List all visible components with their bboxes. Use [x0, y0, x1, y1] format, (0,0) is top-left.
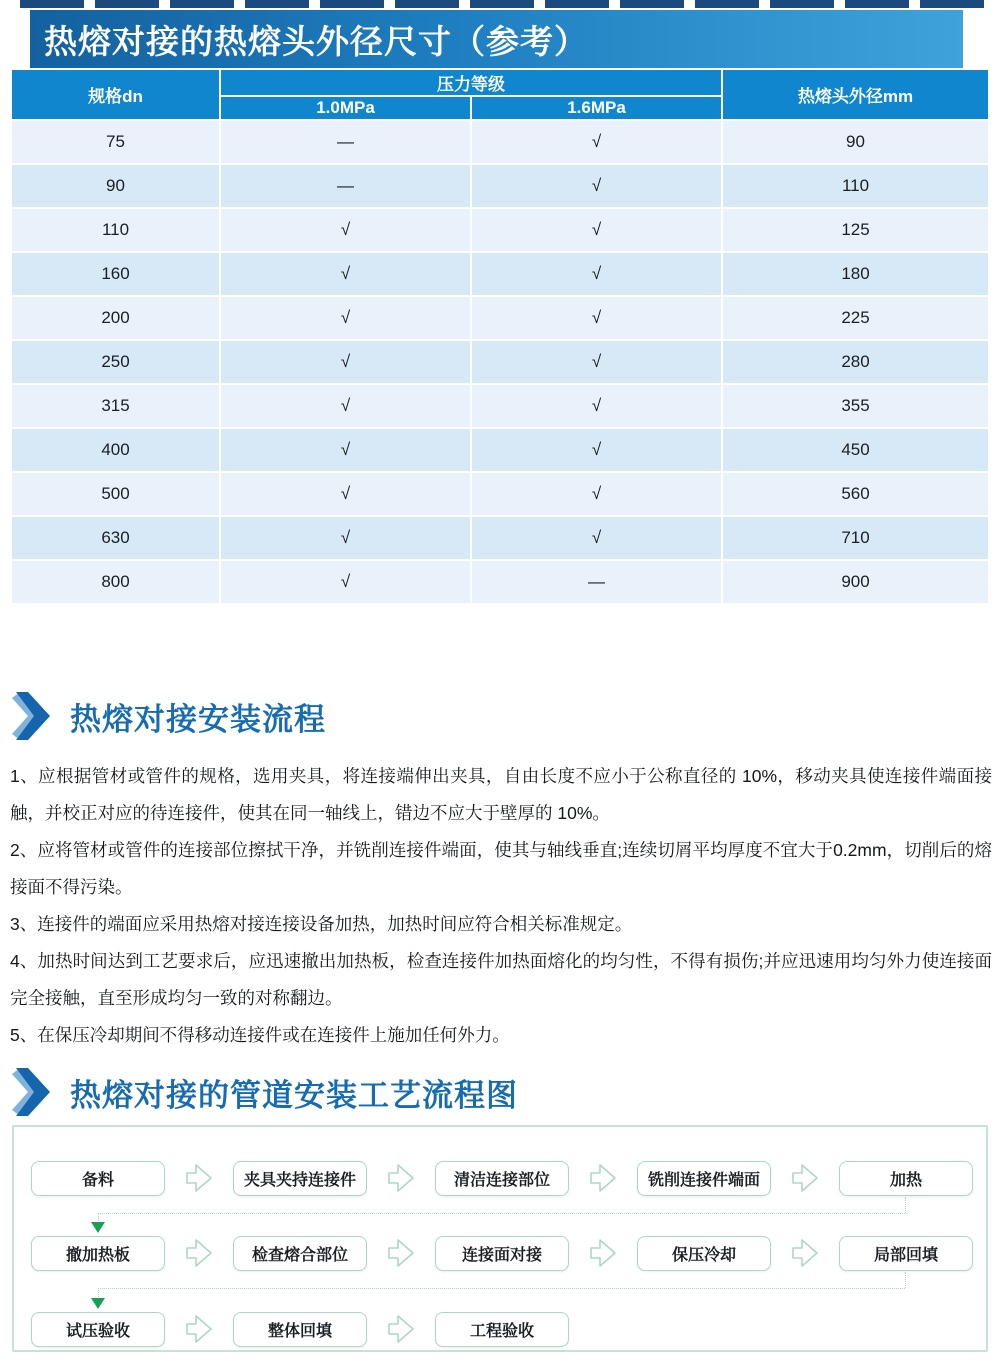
flow-step-box: 保压冷却: [637, 1236, 771, 1271]
cell-1.6mpa: √: [471, 164, 722, 208]
flow-step-box: 备料: [31, 1161, 165, 1196]
table-row: [11, 208, 989, 252]
cell-1.0mpa: √: [220, 472, 471, 516]
flow-step-box: 局部回填: [839, 1236, 973, 1271]
cell-1.0mpa: √: [220, 296, 471, 340]
cell-spec: 800: [11, 560, 220, 604]
col-header-1.0mpa: 1.0MPa: [220, 96, 471, 120]
flow-arrow-right-icon: [367, 1160, 435, 1196]
flow-arrow-right-icon: [165, 1235, 233, 1271]
cell-spec: 400: [11, 428, 220, 472]
cell-1.6mpa: √: [471, 296, 722, 340]
cell-spec: 90: [11, 164, 220, 208]
cell-1.6mpa: √: [471, 428, 722, 472]
spec-table: [10, 70, 990, 605]
cell-1.6mpa: √: [471, 384, 722, 428]
connector-line: [98, 1288, 905, 1289]
flow-step-box: 撤加热板: [31, 1236, 165, 1271]
flow-arrow-right-icon: [165, 1311, 233, 1347]
cell-spec: 315: [11, 384, 220, 428]
flowchart-container: [12, 1125, 988, 1352]
flow-step-box: 清洁连接部位: [435, 1161, 569, 1196]
connector-line: [905, 1272, 906, 1288]
flow-step-box: 检查熔合部位: [233, 1236, 367, 1271]
col-header-pressure-group: 压力等级: [220, 70, 722, 96]
table-row: [11, 472, 989, 516]
flow-arrow-right-icon: [367, 1311, 435, 1347]
flow-arrowhead-down-icon: [91, 1222, 105, 1233]
connector-line: [905, 1197, 906, 1213]
flow-arrowhead-down-icon: [91, 1298, 105, 1309]
flow-arrow-right-icon: [771, 1235, 839, 1271]
cell-1.0mpa: √: [220, 384, 471, 428]
flow-row: [31, 1311, 569, 1347]
title-banner: [30, 10, 963, 68]
table-row: [11, 120, 989, 164]
spec-table-head: [11, 70, 989, 120]
col-header-1.6mpa: 1.6MPa: [471, 96, 722, 120]
cell-od: 355: [722, 384, 989, 428]
cell-od: 125: [722, 208, 989, 252]
cell-1.6mpa: —: [471, 560, 722, 604]
section-install-title: 热熔对接安装流程: [70, 701, 326, 737]
flow-arrow-right-icon: [165, 1160, 233, 1196]
cell-spec: 200: [11, 296, 220, 340]
cell-1.6mpa: √: [471, 516, 722, 560]
spec-table-body: [11, 120, 989, 604]
cell-spec: 630: [11, 516, 220, 560]
table-row: [11, 560, 989, 604]
table-row: [11, 428, 989, 472]
cell-od: 710: [722, 516, 989, 560]
top-dashed-border: [20, 0, 986, 8]
flow-step-box: 试压验收: [31, 1312, 165, 1347]
section-flow-title: 热熔对接的管道安装工艺流程图: [70, 1077, 518, 1113]
connector-line: [98, 1213, 905, 1214]
cell-1.6mpa: √: [471, 208, 722, 252]
cell-od: 560: [722, 472, 989, 516]
cell-1.0mpa: —: [220, 164, 471, 208]
cell-spec: 160: [11, 252, 220, 296]
cell-spec: 110: [11, 208, 220, 252]
section-install-header: [10, 690, 326, 742]
flow-step-box: 夹具夹持连接件: [233, 1161, 367, 1196]
cell-od: 225: [722, 296, 989, 340]
cell-1.0mpa: √: [220, 340, 471, 384]
cell-od: 110: [722, 164, 989, 208]
cell-od: 900: [722, 560, 989, 604]
chevron-arrow-icon: [10, 690, 58, 742]
cell-1.6mpa: √: [471, 120, 722, 164]
flow-row: [31, 1235, 973, 1271]
flow-step-box: 工程验收: [435, 1312, 569, 1347]
cell-1.6mpa: √: [471, 340, 722, 384]
cell-od: 180: [722, 252, 989, 296]
install-step-paragraph: 1、应根据管材或管件的规格，选用夹具，将连接端伸出夹具，自由长度不应小于公称直径的 10%，移动夹具使连接件端面接触，并校正对应的待连接件，使其在同一轴线上，错边不应大于壁厚的 10%。: [10, 766, 992, 823]
col-header-spec: 规格dn: [11, 70, 220, 120]
chevron-arrow-icon: [10, 1066, 58, 1118]
flow-arrow-right-icon: [367, 1235, 435, 1271]
cell-spec: 500: [11, 472, 220, 516]
flow-arrow-right-icon: [569, 1160, 637, 1196]
cell-1.0mpa: √: [220, 428, 471, 472]
cell-1.0mpa: √: [220, 252, 471, 296]
table-row: [11, 340, 989, 384]
table-row: [11, 252, 989, 296]
flow-arrow-right-icon: [569, 1235, 637, 1271]
table-row: [11, 296, 989, 340]
flow-step-box: 铣削连接件端面: [637, 1161, 771, 1196]
flow-step-box: 整体回填: [233, 1312, 367, 1347]
flow-step-box: 连接面对接: [435, 1236, 569, 1271]
page-title: 热熔对接的热熔头外径尺寸（参考）: [44, 22, 588, 60]
flow-arrow-right-icon: [771, 1160, 839, 1196]
install-step-paragraph: 3、连接件的端面应采用热熔对接连接设备加热，加热时间应符合相关标准规定。: [10, 914, 633, 934]
install-step-paragraph: 5、在保压冷却期间不得移动连接件或在连接件上施加任何外力。: [10, 1025, 510, 1045]
cell-1.6mpa: √: [471, 252, 722, 296]
col-header-od: 热熔头外径mm: [722, 70, 989, 120]
cell-od: 450: [722, 428, 989, 472]
cell-1.0mpa: —: [220, 120, 471, 164]
cell-spec: 75: [11, 120, 220, 164]
cell-1.0mpa: √: [220, 560, 471, 604]
install-step-paragraph: 4、加热时间达到工艺要求后，应迅速撤出加热板，检查连接件加热面熔化的均匀性，不得有损伤;并应迅速用均匀外力使连接面完全接触，直至形成均匀一致的对称翻边。: [10, 951, 992, 1008]
cell-1.0mpa: √: [220, 208, 471, 252]
install-step-paragraph: 2、应将管材或管件的连接部位擦拭干净，并铣削连接件端面，使其与轴线垂直;连续切屑平均厚度不宜大于0.2mm，切削后的熔接面不得污染。: [10, 840, 992, 897]
spec-table-container: [10, 70, 990, 605]
table-row: [11, 516, 989, 560]
cell-od: 280: [722, 340, 989, 384]
cell-1.6mpa: √: [471, 472, 722, 516]
section-flow-header: [10, 1066, 518, 1118]
cell-od: 90: [722, 120, 989, 164]
install-steps: [10, 758, 992, 1054]
cell-1.0mpa: √: [220, 516, 471, 560]
flow-row: [31, 1160, 973, 1196]
table-row: [11, 384, 989, 428]
cell-spec: 250: [11, 340, 220, 384]
flow-step-box: 加热: [839, 1161, 973, 1196]
table-row: [11, 164, 989, 208]
